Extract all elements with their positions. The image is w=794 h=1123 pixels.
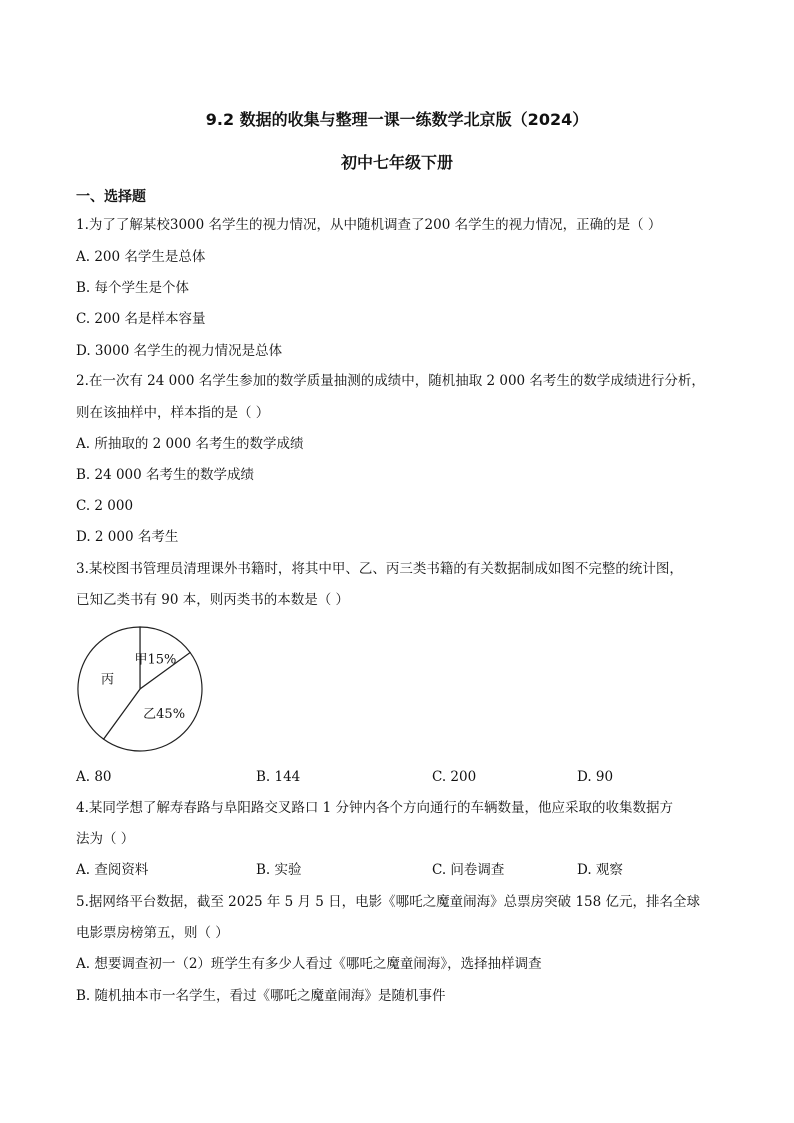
question-3-stem-line-1: 3.某校图书管理员清理课外书籍时，将其中甲、乙、丙三类书籍的有关数据制成如图不完整的统计图， <box>76 561 683 577</box>
pie-label-2: 丙 <box>101 672 115 688</box>
pie-label-1: 乙45% <box>143 707 186 723</box>
question-4-option-a: A. 查阅资料 <box>76 862 149 878</box>
question-1-option-c: C. 200 名是样本容量 <box>76 311 206 327</box>
question-2-option-c: C. 2 000 <box>76 498 134 514</box>
question-4-stem-line-2: 法为（ ） <box>76 831 135 847</box>
question-5-option-b: B. 随机抽本市一名学生，看过《哪吒之魔童闹海》是随机事件 <box>76 988 446 1004</box>
pie-label-0: 甲15% <box>134 652 177 668</box>
question-3-option-a: A. 80 <box>76 769 112 785</box>
pie-chart <box>70 622 210 756</box>
question-4-option-b: B. 实验 <box>256 862 302 878</box>
question-4-option-c: C. 问卷调查 <box>432 862 505 878</box>
section-heading: 一、选择题 <box>76 189 146 205</box>
question-2-option-a: A. 所抽取的 2 000 名考生的数学成绩 <box>76 436 304 452</box>
question-5-option-a: A. 想要调查初一（2）班学生有多少人看过《哪吒之魔童闹海》，选择抽样调查 <box>76 956 542 972</box>
question-3-stem-line-2: 已知乙类书有 90 本，则丙类书的本数是（ ） <box>76 592 350 608</box>
question-2-stem-line-1: 2.在一次有 24 000 名学生参加的数学质量抽测的成绩中，随机抽取 2 000 名考生的数学成绩进行分析， <box>76 373 705 389</box>
question-3-option-c: C. 200 <box>432 769 477 785</box>
question-3-option-d: D. 90 <box>577 769 614 785</box>
question-2-stem-line-2: 则在该抽样中，样本指的是（ ） <box>76 405 270 421</box>
question-4-option-d: D. 观察 <box>577 862 623 878</box>
question-1-option-a: A. 200 名学生是总体 <box>76 249 206 265</box>
question-3-option-b: B. 144 <box>256 769 301 785</box>
page-subtitle: 初中七年级下册 <box>340 153 453 172</box>
question-2-option-d: D. 2 000 名考生 <box>76 529 179 545</box>
question-1-option-b: B. 每个学生是个体 <box>76 280 190 296</box>
page-title: 9.2 数据的收集与整理一课一练数学北京版（2024） <box>205 110 589 129</box>
question-1-option-d: D. 3000 名学生的视力情况是总体 <box>76 343 283 359</box>
question-4-stem-line-1: 4.某同学想了解寿春路与阜阳路交叉路口 1 分钟内各个方向通行的车辆数量，他应采取的收集数据方 <box>76 800 674 816</box>
question-5-stem-line-1: 5.据网络平台数据，截至 2025 年 5 月 5 日，电影《哪吒之魔童闹海》总票房突破 158 亿元，排名全球 <box>76 894 701 910</box>
question-5-stem-line-2: 电影票房榜第五，则（ ） <box>76 925 229 941</box>
question-2-option-b: B. 24 000 名考生的数学成绩 <box>76 467 255 483</box>
question-1-stem: 1.为了了解某校3000 名学生的视力情况，从中随机调查了200 名学生的视力情况，正确的是（ ） <box>76 217 662 233</box>
